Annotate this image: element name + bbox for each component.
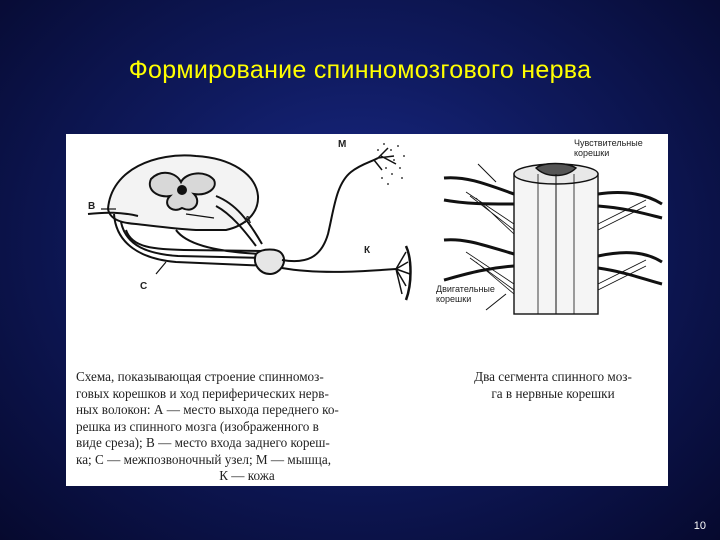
- caption-left-line: Схема, показывающая строение спинномоз-: [76, 369, 324, 384]
- label-b: В: [88, 201, 96, 212]
- label-k: К: [364, 245, 371, 256]
- caption-right-line: Два сегмента спинного моз-: [474, 369, 632, 384]
- caption-left-line: решка из спинного мозга (изображенного в: [76, 418, 319, 434]
- muscle-texture: [377, 143, 405, 185]
- slide-number: 10: [693, 520, 706, 532]
- label-c: С: [140, 281, 148, 292]
- caption-left-line: виде среза); В — место входа заднего кореш-: [76, 435, 330, 450]
- label-a: А: [244, 215, 252, 226]
- caption-left-line: К — кожа: [219, 468, 275, 483]
- figure-panel: [66, 134, 668, 486]
- label-sensory-roots: Чувствительные корешки: [574, 138, 643, 158]
- label-motor-roots: Двигательные корешки: [436, 284, 495, 304]
- caption-left: [76, 369, 418, 485]
- caption-right: [448, 369, 658, 402]
- label-m: М: [338, 139, 347, 150]
- caption-left-line: ка; С — межпозвоночный узел; М — мышца,: [76, 451, 331, 467]
- slide-title: Формирование спинномозгового нерва: [128, 56, 592, 84]
- caption-left-line: говых корешков и ход периферических нерв-: [76, 385, 329, 401]
- caption-left-line: ных волокон: А — место выхода переднего ко-: [76, 402, 339, 417]
- caption-right-line: га в нервные корешки: [491, 385, 615, 401]
